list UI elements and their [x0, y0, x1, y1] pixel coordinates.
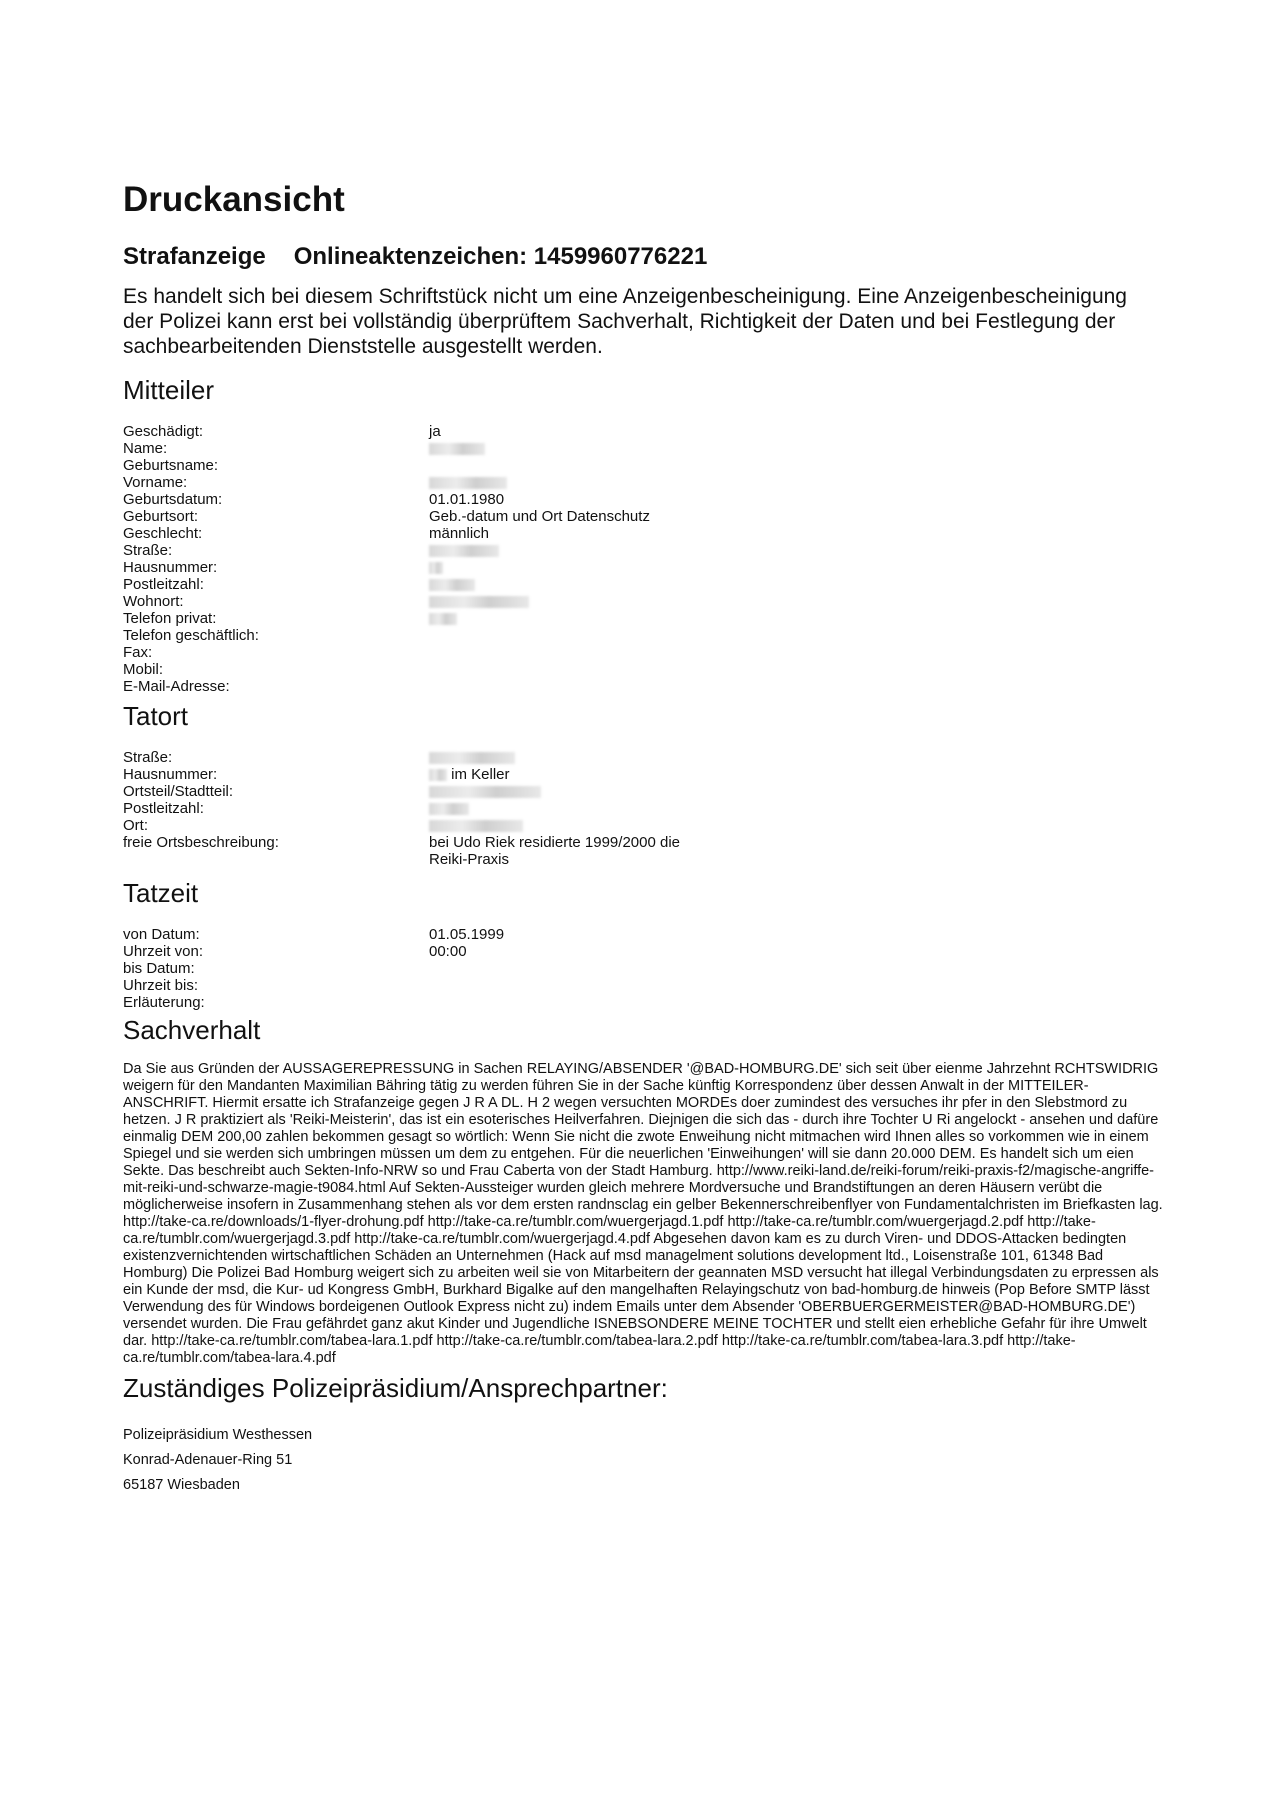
field-row: [123, 994, 1163, 1011]
field-row: [123, 440, 1163, 457]
document-body: [123, 176, 1163, 1502]
field-row: [123, 783, 1163, 800]
field-label: Geburtsname:: [123, 457, 219, 474]
disclaimer-text: Es handelt sich bei diesem Schriftstück nicht um eine Anzeigenbescheinigung. Eine Anzeigenbescheinigung der Polizei kann erst bei vollständig überprüftem Sachverhalt, Richtigkeit der Daten und bei Festlegung der sachbearbeitenden Dienststelle ausgestellt werden.: [123, 285, 1127, 358]
police-contact-block: [123, 1427, 1163, 1494]
field-label: von Datum:: [123, 926, 200, 943]
field-value-redacted: [429, 559, 443, 576]
field-label: Hausnummer:: [123, 766, 218, 783]
field-label: Hausnummer:: [123, 559, 218, 576]
police-department-name: Polizeipräsidium Westhessen: [123, 1427, 313, 1443]
field-row: [123, 817, 1163, 834]
police-postal-city: 65187 Wiesbaden: [123, 1477, 240, 1493]
redaction-blur: [429, 477, 507, 489]
field-label: Name:: [123, 440, 168, 457]
field-label: Ortsteil/Stadtteil:: [123, 783, 234, 800]
field-label: Telefon privat:: [123, 610, 217, 627]
field-label: E-Mail-Adresse:: [123, 678, 230, 695]
field-row: [123, 977, 1163, 994]
field-value: [429, 766, 510, 783]
report-header-line: [123, 242, 1163, 272]
field-label: Vorname:: [123, 474, 188, 491]
document-type: Strafanzeige: [123, 243, 266, 270]
facts-text: Da Sie aus Gründen der AUSSAGEREPRESSUNG in Sachen RELAYING/ABSENDER '@BAD-HOMBURG.DE' sich seit über eienme Jahrzehnt RCHTSWIDRIG weigern für den Mandanten Maximilian Bähring tätig zu werden führen Sie in der Sache künftig Korrespondenz über dessen Anwalt in der MITTEILER-ANSCHRIFT. Hiermit ersatte ich Strafanzeige gegen J R A DL. H 2 wegen versuchten MORDEs doer zumindest des versuches ihr pfer in den Slebstmord zu hetzen. J R praktiziert als 'Reiki-Meisterin', das ist ein esoterisches Heilverfahren. Diejnigen die sich das - durch ihre Tochter U Ri angelockt - ansehen und dafüre einmalig DEM 200,00 zahlen bekommen gesagt so wörtlich: Wenn Sie nicht die zwote Enweihung nicht mitmachen wird Ihnen alles so vorkommen wie in einem Spiegel und sie werden sich umbringen müssen um dem zu entgehen. Für die neuerlichen 'Einweihungen' will sie dann 20.000 DEM. Es handelt sich um eien Sekte. Das beschreibt auch Sekten-Info-NRW so und Frau Caberta von der Stadt Hamburg. http://www.reiki-land.de/reiki-forum/reiki-praxis-f2/magische-angriffe-mit-reiki-und-schwarze-magie-t9084.html Auf Sekten-Aussteiger wurden gleich mehrere Mordversuche und Brandstiftungen an deren Häusern verübt die möglicherweise insofern in Zusammenhang stehen als vor dem ersten randnsclag ein gelber Bekennerschreibenflyer von Fundamentalchristen im Briefkasten lag. http://take-ca.re/downloads/1-flyer-drohung.pdf http://take-ca.re/tumblr.com/wuergerjagd.1.pdf http://take-ca.re/tumblr.com/wuergerjagd.2.pdf http://take-ca.re/tumblr.com/wuergerjagd.3.pdf http://take-ca.re/tumblr.com/wuergerjagd.4.pdf Abgesehen davon kam es zu durch Viren- und DDOS-Attacken bedingten existenzvernichtenden wirtschaftlichen Schäden an Unternehmen (Hack auf msd managelment solutions development ltd., Loisenstraße 101, 61348 Bad Homburg) Die Polizei Bad Homburg weigert sich zu arbeiten weil sie von Mitarbeitern der geannaten MSD versucht hat illegal Verbindungsdaten zu erpressen als ein Kunde der msd, die Kur- ud Kongress GmbH, Burkhard Bigalke auf den mangelhaften Relayingschutz von bad-homburg.de hinweis (Pop Before SMTP lässt Verwendung des für Windows bordeigenen Outlook Express nicht zu) indem Emails unter dem Absender 'OBERBUERGERMEISTER@BAD-HOMBURG.DE') versendet wurden. Die Frau gefährdet ganz akut Kinder und Jugendliche ISNEBSONDERE MEINE TOCHTER und stellt eien erhebliche Gefahr für ihre Umwelt dar. http://take-ca.re/tumblr.com/tabea-lara.1.pdf http://take-ca.re/tumblr.com/tabea-lara.2.pdf http://take-ca.re/tumblr.com/tabea-lara.3.pdf http://take-ca.re/tumblr.com/tabea-lara.4.pdf: [123, 1061, 1163, 1366]
field-label: Ort:: [123, 817, 148, 834]
field-row: [123, 678, 1163, 695]
redaction-blur: [429, 803, 469, 815]
field-label: Geschlecht:: [123, 525, 203, 542]
field-row: [123, 559, 1163, 576]
redaction-blur: [429, 752, 515, 764]
redaction-blur: [429, 769, 447, 781]
field-value: 00:00: [429, 943, 467, 960]
online-reference-number: Onlineaktenzeichen: 1459960776221: [293, 243, 708, 270]
field-row: [123, 474, 1163, 491]
field-row: [123, 576, 1163, 593]
field-value-redacted: [429, 576, 475, 593]
field-row: [123, 593, 1163, 610]
field-value-redacted: [429, 610, 457, 627]
field-label: Uhrzeit bis:: [123, 977, 199, 994]
field-row: [123, 525, 1163, 542]
field-label: Geschädigt:: [123, 423, 204, 440]
field-row: [123, 542, 1163, 559]
field-row: [123, 610, 1163, 627]
field-label: Erläuterung:: [123, 994, 205, 1011]
field-value-redacted: [429, 800, 469, 817]
section-heading-responsible-police: Zuständiges Polizeipräsidium/Ansprechpartner:: [123, 1373, 668, 1403]
field-label: Geburtsort:: [123, 508, 199, 525]
tatort-fields: [123, 749, 1163, 868]
field-label: Fax:: [123, 644, 153, 661]
page-title: Druckansicht: [123, 180, 345, 219]
redaction-blur: [429, 613, 457, 625]
field-row: [123, 491, 1163, 508]
redaction-blur: [429, 596, 529, 608]
field-value: Geb.-datum und Ort Datenschutz: [429, 508, 650, 525]
field-value-redacted: [429, 783, 541, 800]
field-value-redacted: [429, 749, 515, 766]
field-label: Postleitzahl:: [123, 576, 204, 593]
field-label: Mobil:: [123, 661, 164, 678]
field-label: Telefon geschäftlich:: [123, 627, 259, 644]
field-value-redacted: [429, 593, 529, 610]
section-heading-mitteiler: Mitteiler: [123, 375, 215, 405]
field-value: 01.05.1999: [429, 926, 505, 943]
field-row: [123, 766, 1163, 783]
field-row: [123, 800, 1163, 817]
field-label: Postleitzahl:: [123, 800, 204, 817]
field-row: [123, 661, 1163, 678]
field-value: 01.01.1980: [429, 491, 505, 508]
redaction-blur: [429, 545, 499, 557]
field-value-redacted: [429, 542, 499, 559]
field-value-redacted: [429, 474, 507, 491]
police-street-address: Konrad-Adenauer-Ring 51: [123, 1452, 293, 1468]
field-label: Wohnort:: [123, 593, 184, 610]
redaction-blur: [429, 579, 475, 591]
field-row: [123, 926, 1163, 943]
field-label: Geburtsdatum:: [123, 491, 223, 508]
field-label: Straße:: [123, 542, 173, 559]
field-row: [123, 834, 1163, 868]
field-row: [123, 943, 1163, 960]
field-value-redacted: [429, 817, 523, 834]
field-value-text: im Keller: [451, 766, 510, 783]
redaction-blur: [429, 562, 443, 574]
field-row: [123, 457, 1163, 474]
field-label: bis Datum:: [123, 960, 195, 977]
field-row: [123, 749, 1163, 766]
field-value-redacted: [429, 440, 485, 457]
redaction-blur: [429, 443, 485, 455]
redaction-blur: [429, 820, 523, 832]
field-row: [123, 508, 1163, 525]
field-row: [123, 627, 1163, 644]
mitteiler-fields: [123, 423, 1163, 695]
field-row: [123, 960, 1163, 977]
field-label: Uhrzeit von:: [123, 943, 204, 960]
field-value: ja: [429, 423, 441, 440]
redaction-blur: [429, 786, 541, 798]
field-row: [123, 644, 1163, 661]
section-heading-tatzeit: Tatzeit: [123, 878, 199, 908]
field-value: männlich: [429, 525, 490, 542]
field-label: Straße:: [123, 749, 173, 766]
field-value: bei Udo Riek residierte 1999/2000 die Reiki-Praxis: [429, 834, 680, 868]
field-row: [123, 423, 1163, 440]
field-label: freie Ortsbeschreibung:: [123, 834, 279, 851]
tatzeit-fields: [123, 926, 1163, 1011]
section-heading-sachverhalt: Sachverhalt: [123, 1015, 261, 1045]
section-heading-tatort: Tatort: [123, 701, 189, 731]
